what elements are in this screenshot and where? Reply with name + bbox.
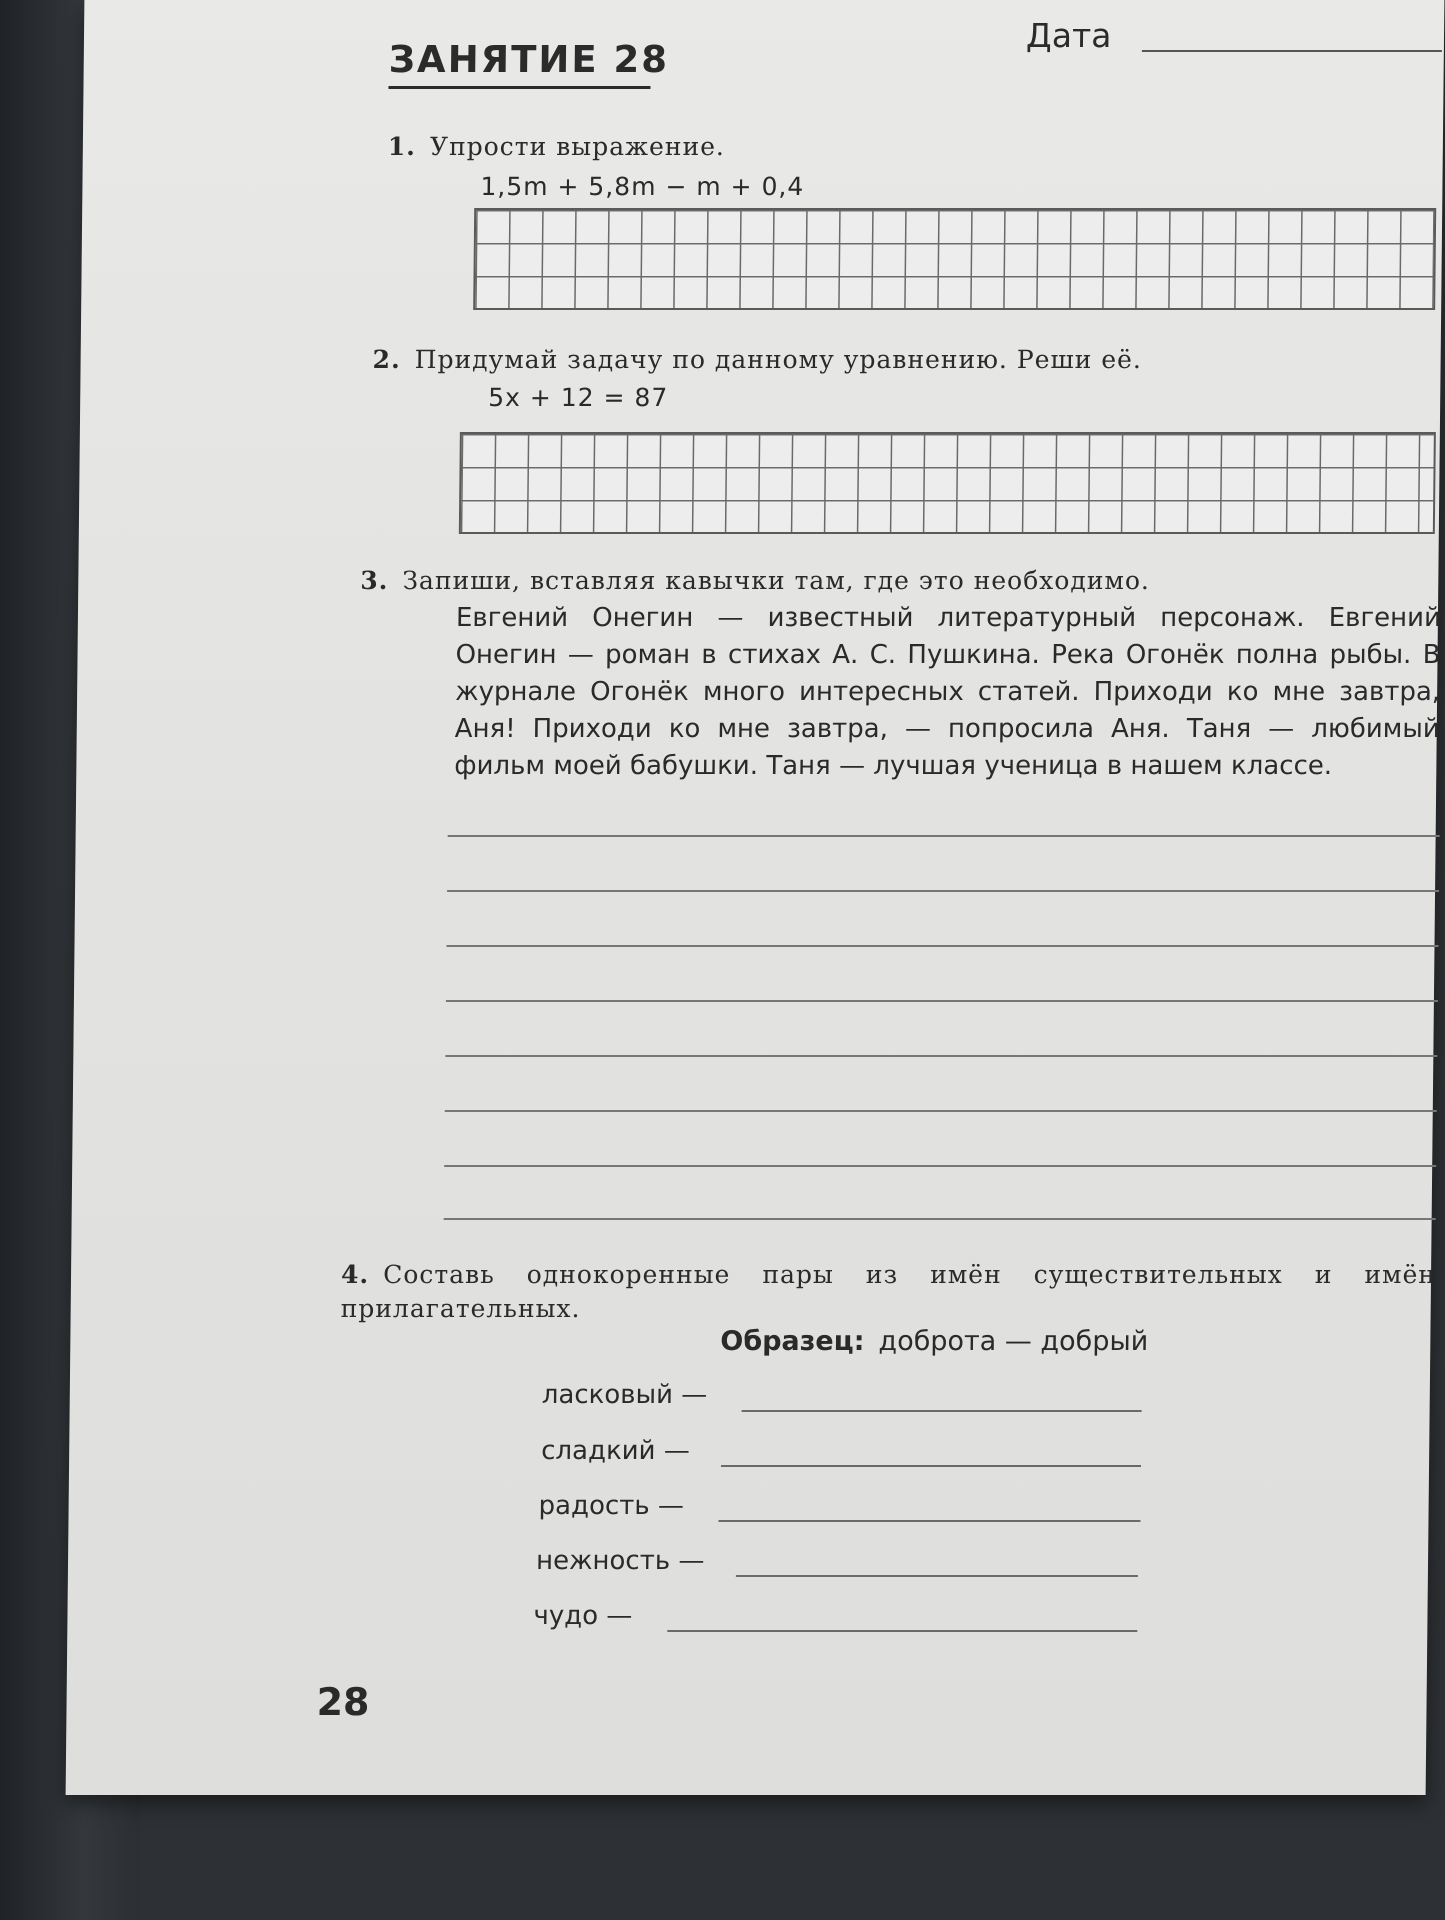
- pair-answer-line[interactable]: [721, 1465, 1141, 1467]
- pair-answer-line[interactable]: [736, 1575, 1138, 1577]
- writing-line[interactable]: [446, 945, 1438, 947]
- writing-line[interactable]: [444, 1218, 1436, 1220]
- date-label: Дата: [1025, 16, 1112, 55]
- writing-line[interactable]: [445, 1055, 1437, 1057]
- pair-item: нежность —: [535, 1546, 705, 1576]
- task-2-answer-grid[interactable]: [459, 432, 1436, 534]
- pair-answer-line[interactable]: [667, 1630, 1137, 1632]
- task-3-instruction: [360, 566, 1150, 595]
- task-2-text: Придумай задачу по данному уравнению. Реши её.: [414, 345, 1143, 374]
- task-4-text: Составь однокоренные пары из имён существительных и имён прилагательных.: [340, 1260, 1437, 1323]
- task-2-instruction: [372, 345, 1142, 374]
- task-4-sample: [720, 1326, 1148, 1357]
- writing-line[interactable]: [447, 890, 1439, 892]
- writing-line[interactable]: [446, 1000, 1438, 1002]
- pair-item: сладкий —: [541, 1436, 690, 1466]
- task-1-instruction: [388, 132, 725, 161]
- sample-pair: доброта — добрый: [878, 1326, 1149, 1357]
- task-3-text: Запиши, вставляя кавычки там, где это необходимо.: [402, 566, 1151, 595]
- pair-item: ласковый —: [541, 1380, 708, 1410]
- date-field[interactable]: [1142, 50, 1442, 52]
- pair-item: радость —: [538, 1491, 685, 1521]
- workbook-page: [66, 0, 1445, 1795]
- task-1-text: Упрости выражение.: [429, 132, 726, 161]
- task-4-instruction: [341, 1258, 1437, 1326]
- pair-item: чудо —: [533, 1601, 633, 1631]
- pair-answer-line[interactable]: [718, 1520, 1140, 1522]
- writing-line[interactable]: [448, 835, 1440, 837]
- task-2-number: 2.: [372, 345, 401, 374]
- writing-line[interactable]: [444, 1165, 1436, 1167]
- pair-answer-line[interactable]: [742, 1410, 1142, 1412]
- task-1-answer-grid[interactable]: [473, 208, 1436, 310]
- task-3-number: 3.: [360, 566, 389, 595]
- page-number: 28: [316, 1680, 370, 1724]
- task-4-number: 4.: [340, 1260, 370, 1289]
- title-underline: [388, 86, 650, 89]
- task-1-expression: 1,5m + 5,8m − m + 0,4: [480, 172, 805, 201]
- writing-line[interactable]: [445, 1110, 1437, 1112]
- task-2-expression: 5x + 12 = 87: [488, 383, 669, 412]
- task-1-number: 1.: [387, 132, 417, 161]
- sample-label: Образец:: [720, 1326, 865, 1357]
- lesson-title: ЗАНЯТИЕ 28: [388, 38, 670, 81]
- task-3-passage: Евгений Онегин — известный литературный персонаж. Евгений Онегин — роман в стихах А. С. Пушкина. Река Огонёк полна рыбы. В журнале Огонёк много интересных статей. Приходи ко мне завтра, Аня! Приходи ко мне завтра, — попросила Аня. Таня — любимый фильм моей бабушки. Таня — лучшая ученица в нашем классе.: [454, 603, 1442, 781]
